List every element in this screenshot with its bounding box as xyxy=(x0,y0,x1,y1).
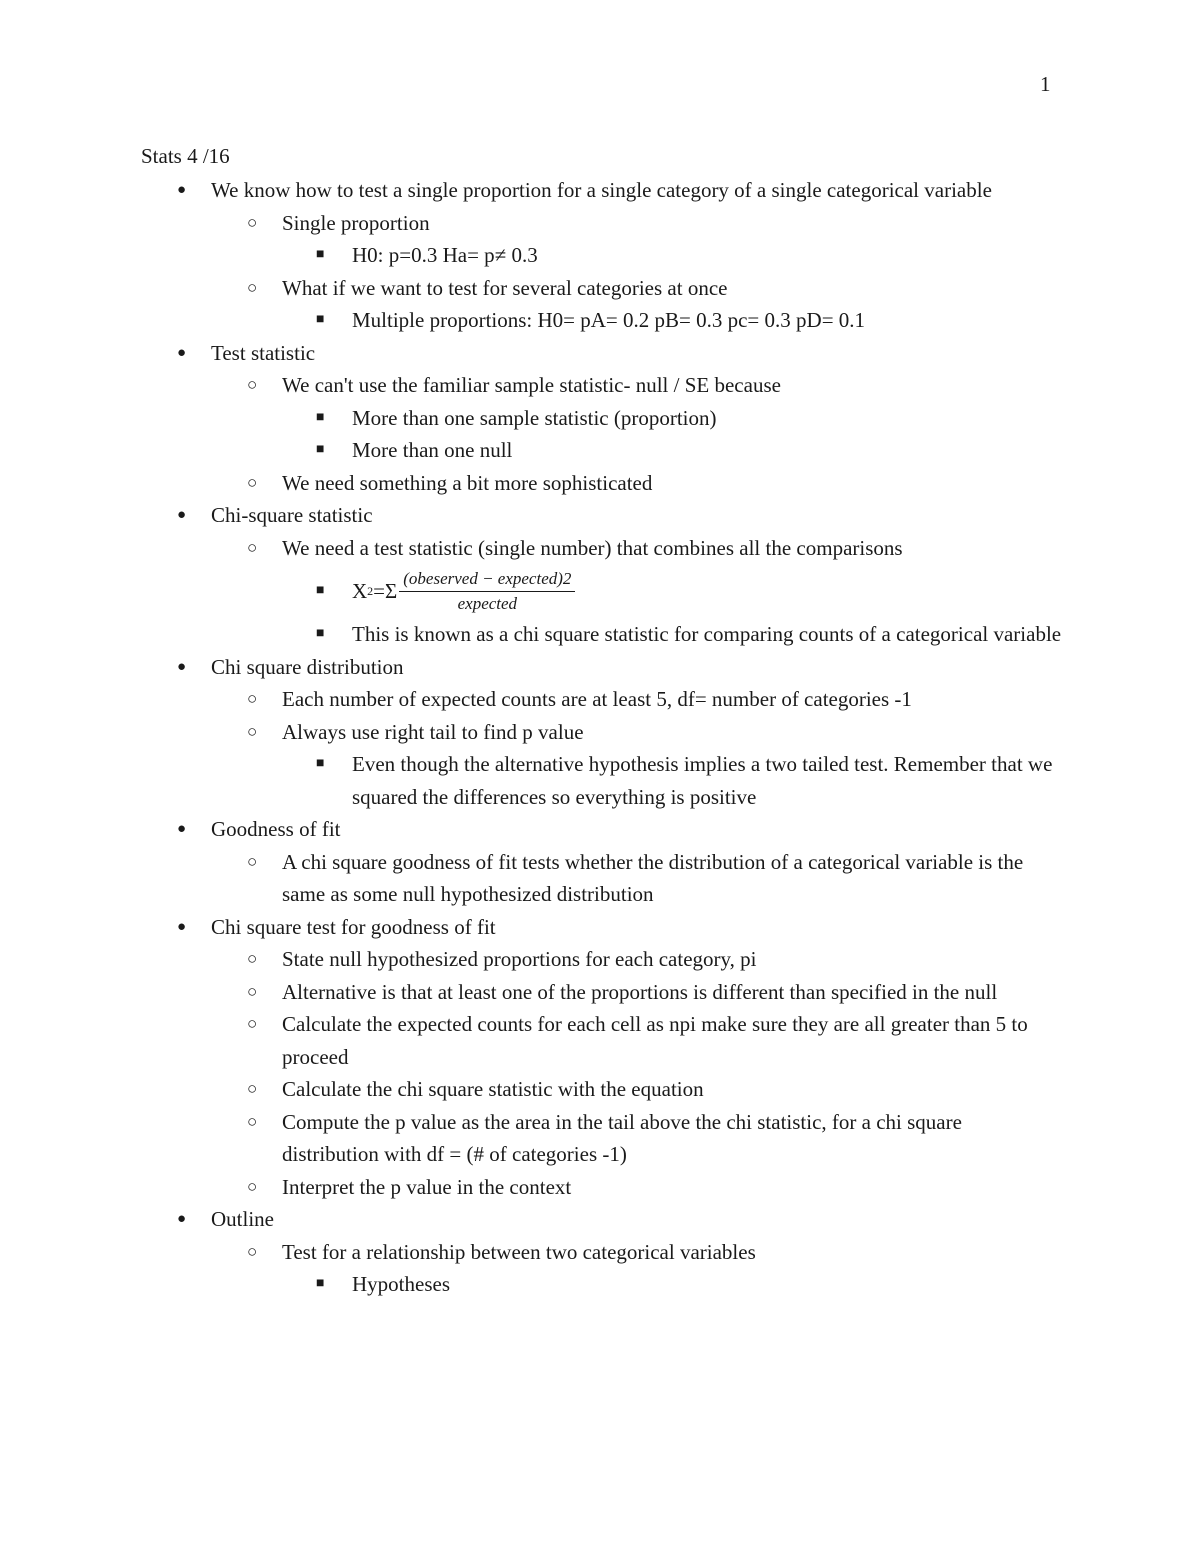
outline-item-level-1 xyxy=(177,499,1061,532)
filled-circle-bullet-icon: ● xyxy=(177,182,187,198)
outline-item-text: Alternative is that at least one of the proportions is different than specified in the null xyxy=(282,979,998,1004)
outline-item-level-2 xyxy=(247,683,1062,716)
outline-item-level-1 xyxy=(177,813,1061,846)
outline-item-level-1 xyxy=(177,911,1061,944)
formula-fraction xyxy=(399,567,575,616)
outline-item-text: This is known as a chi square statistic for comparing counts of a categorical variable xyxy=(352,622,1062,646)
notes-outline xyxy=(0,174,1200,1301)
filled-circle-bullet-icon: ● xyxy=(177,918,187,935)
outline-item-level-3 xyxy=(316,434,1062,467)
outline-item-text: Each number of expected counts are at least 5, df= number of categories -1 xyxy=(282,687,912,711)
outline-item-level-1 xyxy=(177,174,1061,207)
outline-item-level-3 xyxy=(316,564,1062,618)
hollow-circle-bullet-icon: ○ xyxy=(247,1014,258,1033)
outline-item-text: Test for a relationship between two categorical variables xyxy=(282,1239,756,1264)
outline-item-text: Multiple proportions: H0= pA= 0.2 pB= 0.3 pc= 0.3 pD= 0.1 xyxy=(352,308,866,332)
hollow-circle-bullet-icon: ○ xyxy=(247,375,258,394)
formula-numerator: (obeserved − expected)2 xyxy=(399,567,575,592)
outline-item-level-3 xyxy=(316,304,1062,337)
outline-item-text: Chi square test for goodness of fit xyxy=(211,914,496,939)
outline-item-level-2 xyxy=(247,846,1062,911)
outline-item-text: Chi square distribution xyxy=(211,654,404,679)
chi-square-formula xyxy=(352,564,575,618)
square-bullet-icon: ■ xyxy=(316,756,325,771)
outline-item-level-2 xyxy=(247,1171,1062,1204)
outline-item-level-2 xyxy=(247,1073,1062,1106)
outline-item-text: We know how to test a single proportion for a single category of a single categorical variable xyxy=(211,178,992,202)
outline-item-text: We need something a bit more sophisticated xyxy=(282,470,653,495)
outline-item-text: Hypotheses xyxy=(352,1272,450,1296)
outline-item-level-2 xyxy=(247,1106,1062,1171)
outline-item-text: State null hypothesized proportions for each category, pi xyxy=(282,947,757,971)
hollow-circle-bullet-icon: ○ xyxy=(247,721,258,741)
outline-item-level-2 xyxy=(247,467,1062,500)
square-bullet-icon: ■ xyxy=(316,583,325,598)
hollow-circle-bullet-icon: ○ xyxy=(247,949,258,968)
outline-item-level-2 xyxy=(247,369,1062,402)
hollow-circle-bullet-icon: ○ xyxy=(247,472,258,492)
outline-item-level-3 xyxy=(316,618,1062,651)
outline-item-text: Calculate the chi square statistic with the equation xyxy=(282,1077,704,1101)
hollow-circle-bullet-icon: ○ xyxy=(247,981,258,1001)
hollow-circle-bullet-icon: ○ xyxy=(247,537,258,557)
outline-item-text: Chi-square statistic xyxy=(211,503,373,527)
outline-item-text: A chi square goodness of fit tests whether the distribution of a categorical variable is the same as some null hypothesized distribution xyxy=(282,849,1024,906)
square-bullet-icon: ■ xyxy=(316,409,325,425)
outline-item-text: Single proportion xyxy=(282,210,430,235)
filled-circle-bullet-icon: ● xyxy=(177,344,187,361)
hollow-circle-bullet-icon: ○ xyxy=(247,1079,258,1098)
outline-item-level-2 xyxy=(247,716,1062,749)
filled-circle-bullet-icon: ● xyxy=(177,507,187,523)
outline-item-text: We can't use the familiar sample statistic- null / SE because xyxy=(282,373,781,397)
outline-item-text: We need a test statistic (single number) that combines all the comparisons xyxy=(282,535,903,560)
outline-item-level-3 xyxy=(316,1268,1062,1301)
hollow-circle-bullet-icon: ○ xyxy=(247,212,258,232)
outline-item-level-1 xyxy=(177,1203,1061,1236)
outline-item-level-2 xyxy=(247,1236,1062,1269)
filled-circle-bullet-icon: ● xyxy=(177,658,187,675)
document-title: Stats 4 /16 xyxy=(141,144,230,168)
square-bullet-icon: ■ xyxy=(316,442,325,457)
square-bullet-icon: ■ xyxy=(316,312,325,327)
outline-item-text: H0: p=0.3 Ha= p≠ 0.3 xyxy=(352,243,538,267)
square-bullet-icon: ■ xyxy=(316,1276,325,1291)
page-number: 1 xyxy=(1040,72,1051,96)
outline-item-level-3 xyxy=(316,402,1062,435)
outline-item-level-1 xyxy=(177,337,1061,370)
formula-lhs: X xyxy=(352,579,368,603)
outline-item-text: More than one null xyxy=(352,438,513,462)
filled-circle-bullet-icon: ● xyxy=(177,821,187,837)
square-bullet-icon: ■ xyxy=(316,247,325,262)
outline-item-text: Test statistic xyxy=(211,340,316,365)
hollow-circle-bullet-icon: ○ xyxy=(247,689,258,708)
outline-item-text: Outline xyxy=(211,1207,274,1231)
outline-item-text: Even though the alternative hypothesis implies a two tailed test. Remember that we squared the differences so everything is positive xyxy=(352,752,1053,809)
formula-denominator: expected xyxy=(457,593,518,613)
outline-item-text: More than one sample statistic (proportion) xyxy=(352,405,717,430)
outline-item-level-2 xyxy=(247,976,1062,1009)
square-bullet-icon: ■ xyxy=(316,626,325,641)
outline-item-level-2 xyxy=(247,1008,1062,1073)
hollow-circle-bullet-icon: ○ xyxy=(247,277,258,297)
filled-circle-bullet-icon: ● xyxy=(177,1211,187,1227)
outline-item-text: Compute the p value as the area in the tail above the chi statistic, for a chi square distribution with df = (# of categories -1) xyxy=(282,1109,962,1166)
outline-item-level-2 xyxy=(247,272,1062,305)
outline-item-text: Goodness of fit xyxy=(211,817,341,841)
outline-item-text: Calculate the expected counts for each cell as npi make sure they are all greater than 5 to proceed xyxy=(282,1012,1028,1069)
outline-item-level-2 xyxy=(247,207,1062,240)
outline-item-text: Always use right tail to find p value xyxy=(282,719,584,744)
outline-item-level-2 xyxy=(247,943,1062,976)
outline-item-level-3 xyxy=(316,748,1062,813)
outline-item-text: Interpret the p value in the context xyxy=(282,1174,572,1199)
hollow-circle-bullet-icon: ○ xyxy=(247,1241,258,1261)
outline-item-level-2 xyxy=(247,532,1062,565)
hollow-circle-bullet-icon: ○ xyxy=(247,1176,258,1196)
formula-equals-sigma: =Σ xyxy=(373,579,398,603)
outline-item-text: What if we want to test for several categories at once xyxy=(282,275,728,300)
hollow-circle-bullet-icon: ○ xyxy=(247,851,258,871)
formula-exponent: 2 xyxy=(367,584,374,598)
hollow-circle-bullet-icon: ○ xyxy=(247,1111,258,1131)
outline-item-level-1 xyxy=(177,651,1061,684)
outline-item-level-3 xyxy=(316,239,1062,272)
